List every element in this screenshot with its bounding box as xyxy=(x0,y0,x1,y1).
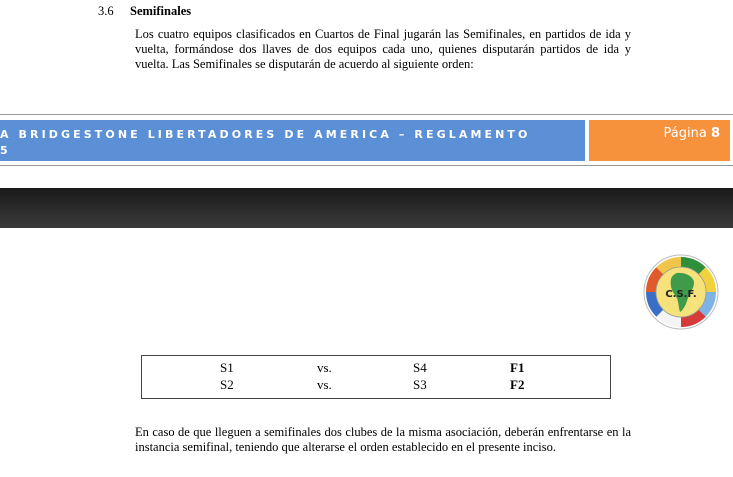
page-break-bar xyxy=(0,188,733,228)
section-number: 3.6 xyxy=(98,4,114,18)
footer-title-continuation: 5 xyxy=(0,144,8,157)
away-team: S4 xyxy=(413,360,427,375)
csf-logo xyxy=(643,254,719,330)
semifinal-match-table xyxy=(141,355,611,399)
final-key: F2 xyxy=(510,377,525,392)
logo-text: C.S.F. xyxy=(665,289,697,300)
versus-label: vs. xyxy=(317,377,332,392)
away-team: S3 xyxy=(413,377,427,392)
home-team: S2 xyxy=(220,377,234,392)
footer-title-band xyxy=(0,120,585,161)
section-heading xyxy=(98,4,191,19)
footer-top-rule xyxy=(0,114,733,115)
final-key: F1 xyxy=(510,360,525,375)
page-number: 8 xyxy=(710,126,720,141)
section-title: Semifinales xyxy=(130,4,192,18)
table-row xyxy=(142,377,610,393)
page-label: Página xyxy=(663,126,707,141)
intro-paragraph: Los cuatro equipos clasificados en Cuartos de Final jugarán las Semifinales, en partidos de ida y vuelta, formándose dos llaves de dos equipos cada uno, quienes disputarán partidos de ida y vuelta. Las Semifinales se disputarán de acuerdo al siguiente orden: xyxy=(135,27,631,71)
footer-bottom-rule xyxy=(0,165,733,166)
versus-label: vs. xyxy=(317,360,332,375)
note-paragraph: En caso de que lleguen a semifinales dos clubes de la misma asociación, deberán enfrentarse en la instancia semifinal, teniendo que alterarse el orden establecido en el presente inciso. xyxy=(135,425,631,454)
home-team: S1 xyxy=(220,360,234,375)
table-row xyxy=(142,360,610,376)
footer-title: A BRIDGESTONE LIBERTADORES DE AMERICA – REGLAMENTO xyxy=(0,128,531,141)
page-number-box xyxy=(589,120,730,161)
